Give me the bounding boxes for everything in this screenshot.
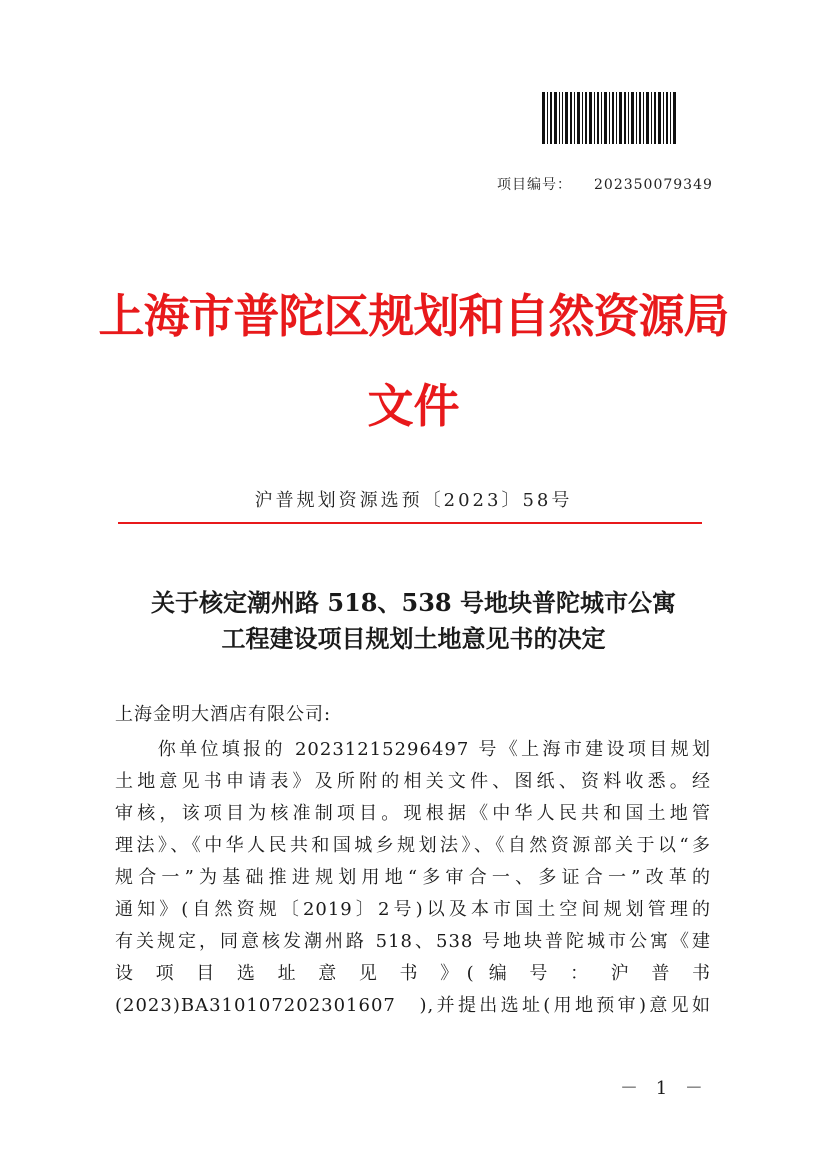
body-line: 通知》(自然资规〔2019〕2号)以及本市国土空间规划管理的: [115, 899, 711, 920]
project-number-value: 202350079349: [594, 177, 713, 193]
body-line: 设 项 目 选 址 意 见 书 》( 编 号 ： 沪 普 书: [115, 963, 711, 984]
body-line: 规合一”为基础推进规划用地“多审合一、多证合一”改革的: [115, 867, 711, 888]
title-line-1: 关于核定潮州路 518、538 号地块普陀城市公寓: [151, 588, 676, 617]
body-line: (2023)BA310107202301607 ),并提出选址(用地预审)意见如: [115, 995, 711, 1016]
page-number: － 1 －: [620, 1078, 709, 1099]
agency-name: 上海市普陀区规划和自然资源局: [98, 289, 729, 343]
document-title: [0, 585, 827, 657]
body-line: 有关规定，同意核发潮州路 518、538 号地块普陀城市公寓《建: [115, 931, 711, 952]
document-number: 沪普规划资源选预〔2023〕58号: [254, 490, 573, 511]
body-line: 土地意见书申请表》及所附的相关文件、图纸、资料收悉。经: [115, 771, 711, 792]
title-line-2: 工程建设项目规划土地意见书的决定: [221, 624, 606, 653]
body-paragraph: [115, 734, 711, 1022]
body-line: 理法》、《中华人民共和国城乡规划法》、《自然资源部关于以“多: [115, 835, 711, 856]
barcode: [542, 92, 676, 144]
body-line: 审核，该项目为核准制项目。现根据《中华人民共和国土地管: [115, 803, 711, 824]
addressee: 上海金明大酒店有限公司:: [115, 704, 332, 725]
body-line: 你单位填报的 20231215296497 号《上海市建设项目规划: [115, 739, 711, 760]
project-number-label: 项目编号：: [497, 177, 572, 193]
red-divider: [118, 522, 702, 524]
project-number-line: [497, 174, 713, 194]
document-type: 文件: [367, 379, 460, 433]
